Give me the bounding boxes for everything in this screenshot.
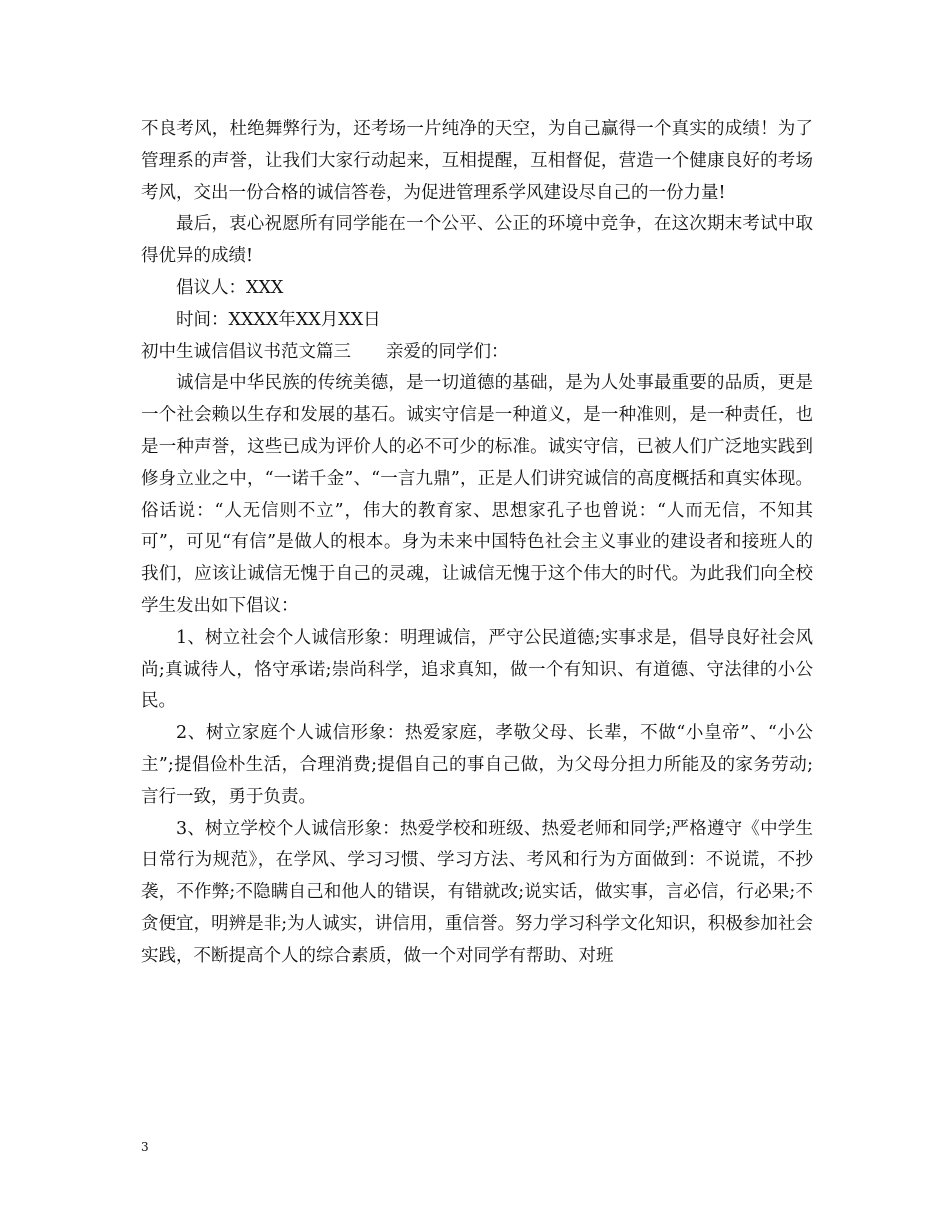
date-line: 时间：XXXX年XX月XX日 <box>176 309 381 330</box>
page-number: 3 <box>141 1140 149 1154</box>
document-body <box>141 114 813 973</box>
initiator-line: 倡议人：XXX <box>176 277 284 298</box>
paragraph-item-2-family: 2、树立家庭个人诚信形象：热爱家庭，孝敬父母、长辈，不做“小皇帝”、“小公主”;提倡俭朴生活，合理消费;提倡自己的事自己做，为父母分担力所能及的家务劳动;言行一致，勇于负责。 <box>141 723 813 807</box>
paragraph-exam-conduct: 不良考风，杜绝舞弊行为，还考场一片纯净的天空，为自己赢得一个真实的成绩！为了管理系的声誉，让我们大家行动起来，互相提醒，互相督促，营造一个健康良好的考场考风，交出一份合格的诚信答卷，为促进管理系学风建设尽自己的一份力量! <box>141 119 813 203</box>
paragraph-item-3-school: 3、树立学校个人诚信形象：热爱学校和班级、热爱老师和同学;严格遵守《中学生日常行为规范》，在学风、学习习惯、学习方法、考风和行为方面做到：不说谎，不抄袭，不作弊;不隐瞒自己和他人的错误，有错就改;说实话，做实事，言必信，行必果;不贪便宜，明辨是非;为人诚实，讲信用，重信誉。努力学习科学文化知识，积极参加社会实践，不断提高个人的综合素质，做一个对同学有帮助、对班 <box>141 818 813 966</box>
section-heading: 初中生诚信倡议书范文篇三 亲爱的同学们： <box>141 341 509 362</box>
paragraph-integrity-intro: 诚信是中华民族的传统美德，是一切道德的基础，是为人处事最重要的品质，更是一个社会赖以生存和发展的基石。诚实守信是一种道义，是一种准则，是一种责任，也是一种声誉，这些已成为评价人的必不可少的标准。诚实守信，已被人们广泛地实践到修身立业之中，“一诺千金”、“一言九鼎”，正是人们讲究诚信的高度概括和真实体现。俗话说：“人无信则不立”，伟大的教育家、思想家孔子也曾说：“人而无信，不知其可”，可见“有信”是做人的根本。身为未来中国特色社会主义事业的建设者和接班人的我们，应该让诚信无愧于自己的灵魂，让诚信无愧于这个伟大的时代。为此我们向全校学生发出如下倡议： <box>141 373 813 616</box>
paragraph-closing-wish: 最后，衷心祝愿所有同学能在一个公平、公正的环境中竞争，在这次期末考试中取得优异的成绩! <box>141 214 813 267</box>
paragraph-item-1-society: 1、树立社会个人诚信形象：明理诚信，严守公民道德;实事求是，倡导良好社会风尚;真诚待人，恪守承诺;崇尚科学，追求真知，做一个有知识、有道德、守法律的小公民。 <box>141 627 813 712</box>
